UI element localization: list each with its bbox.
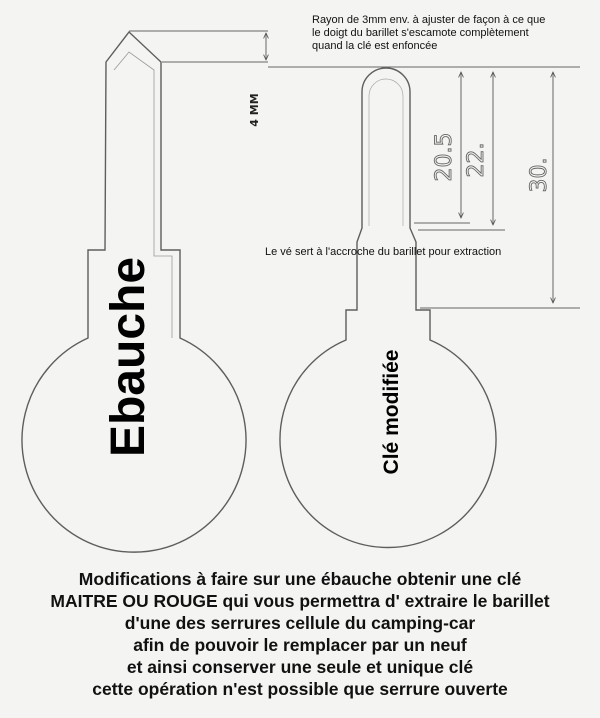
depth-dimension <box>129 31 268 62</box>
length-dimensions <box>414 72 580 308</box>
dimension-30-label: 30. <box>527 157 552 193</box>
caption-line: et ainsi conserver une seule et unique clé <box>126 657 474 677</box>
blank-key-label: Ebauche <box>102 256 155 458</box>
caption-line: Modifications à faire sur une ébauche obtenir une clé <box>78 569 522 589</box>
radius-note: Rayon de 3mm env. à ajuster de façon à ce que le doigt du barillet s'escamote complètement quand la clé est enfoncée <box>312 14 546 52</box>
caption-line: cette opération n'est possible que serrure ouverte <box>92 679 508 699</box>
caption-line: afin de pouvoir le remplacer par un neuf <box>133 635 467 655</box>
dimension-20-5-label: 20.5 <box>432 132 457 182</box>
caption-line: d'une des serrures cellule du camping-car <box>124 613 476 633</box>
modified-key-label: Clé modifiée <box>380 349 403 475</box>
caption-line: MAITRE OU ROUGE qui vous permettra d' extraire le barillet <box>50 591 550 611</box>
vee-note: Le vé sert à l'accroche du barillet pour extraction <box>265 246 502 258</box>
depth-dimension-label: 4 MM <box>248 93 261 127</box>
caption <box>0 568 600 700</box>
dimension-22-label: 22. <box>464 142 489 178</box>
